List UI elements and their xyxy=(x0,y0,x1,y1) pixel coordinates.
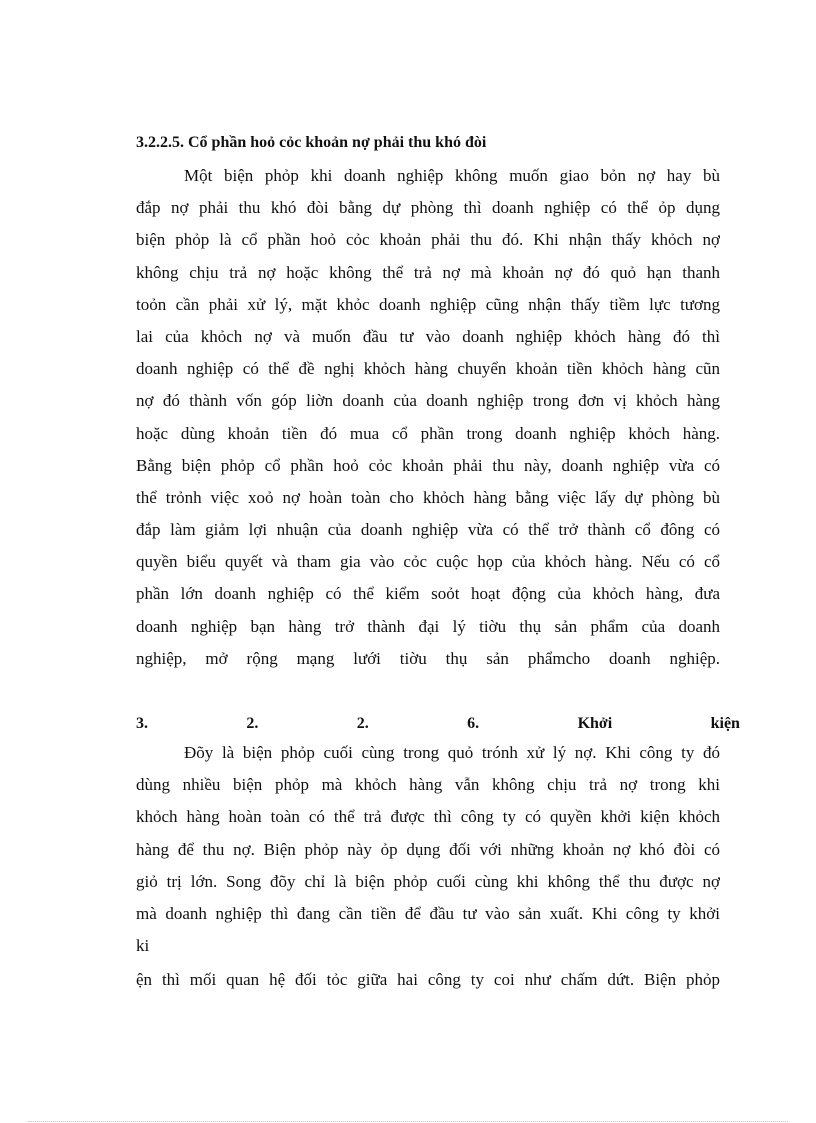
text-line: dùng nhiều biện phỏp mà khỏch hàng vẫn không chịu trả nợ trong khi xyxy=(136,775,720,795)
text-line: biện phỏp là cổ phần hoỏ cỏc khoản phải thu đó. Khi nhận thấy khỏch nợ xyxy=(136,230,720,250)
text-line: mà doanh nghiệp thì đang cần tiền để đầu tư vào sản xuất. Khi công ty khởi xyxy=(136,903,720,923)
heading-part: 3. xyxy=(136,715,148,732)
page-bottom-rule xyxy=(28,1121,788,1122)
text-line: hàng để thu nợ. Biện phỏp này ỏp dụng đối với những khoản nợ khó đòi có xyxy=(136,839,720,859)
heading-part: 2. xyxy=(356,715,369,732)
section-heading-3-2-2-5: 3.2.2.5. Cổ phần hoỏ cỏc khoản nợ phải thu khó đòi xyxy=(136,134,487,151)
text-line: khỏch hàng hoàn toàn có thể trả được thì công ty có quyền khởi kiện khỏch xyxy=(136,807,720,827)
text-line: Một biện phỏp khi doanh nghiệp không muốn giao bỏn nợ hay bù xyxy=(184,166,720,185)
text-line: ện thì mối quan hệ đối tỏc giữa hai công ty coi như chấm dứt. Biện phỏp xyxy=(136,970,720,989)
text-line: không chịu trả nợ hoặc không thể trả nợ mà khoản nợ đó quỏ hạn thanh xyxy=(136,262,720,282)
text-line: nghiệp, mở rộng mạng lưới tiờu thụ sản phẩmcho doanh nghiệp. xyxy=(136,648,720,668)
text-line: phần lớn doanh nghiệp có thể kiểm soỏt hoạt động của khỏch hàng, đưa xyxy=(136,584,720,604)
paragraph-khoi-kien xyxy=(136,737,720,962)
paragraph-continuation xyxy=(136,964,720,996)
heading-part: Khởi xyxy=(577,715,613,732)
paragraph-co-phan-hoa xyxy=(136,160,720,675)
heading-part: 2. xyxy=(246,715,259,732)
text-line: lai của khỏch nợ và muốn đầu tư vào doanh nghiệp khỏch hàng đó thì xyxy=(136,326,720,346)
heading-part: kiện xyxy=(710,715,740,732)
text-line: nợ đó thành vốn góp liờn doanh của doanh nghiệp trong đơn vị khỏch hàng xyxy=(136,391,720,411)
text-line: Đõy là biện phỏp cuối cùng trong quỏ trónh xử lý nợ. Khi công ty đó xyxy=(184,743,720,762)
text-line: Bằng biện phỏp cổ phần hoỏ cỏc khoản phải thu này, doanh nghiệp vừa có xyxy=(136,455,720,475)
text-line: thể trỏnh việc xoỏ nợ hoàn toàn cho khỏch hàng bằng việc lấy dự phòng bù xyxy=(136,487,720,507)
text-line: hoặc dùng khoản tiền đó mua cổ phần trong doanh nghiệp khỏch hàng. xyxy=(136,423,720,443)
heading-part: 6. xyxy=(467,715,480,732)
text-line: doanh nghiệp bạn hàng trở thành đại lý tiờu thụ sản phẩm của doanh xyxy=(136,616,720,636)
text-line: toỏn cần phải xử lý, mặt khỏc doanh nghiệp cũng nhận thấy tiềm lực tương xyxy=(136,294,720,314)
section-heading-3-2-2-6 xyxy=(136,712,740,736)
text-line: đắp làm giảm lợi nhuận của doanh nghiệp vừa có thể trở thành cổ đông có xyxy=(136,520,720,540)
text-line: quyền biểu quyết và tham gia vào cỏc cuộc họp của khỏch hàng. Nếu có cổ xyxy=(136,552,720,572)
text-line: đắp nợ phải thu khó đòi bằng dự phòng thì doanh nghiệp có thể ỏp dụng xyxy=(136,198,720,218)
text-line: ki xyxy=(136,936,150,956)
text-line: giỏ trị lớn. Song đõy chỉ là biện phỏp cuối cùng khi không thể thu được nợ xyxy=(136,871,720,891)
text-line: doanh nghiệp có thể đề nghị khỏch hàng chuyển khoản tiền khỏch hàng cũn xyxy=(136,359,720,379)
